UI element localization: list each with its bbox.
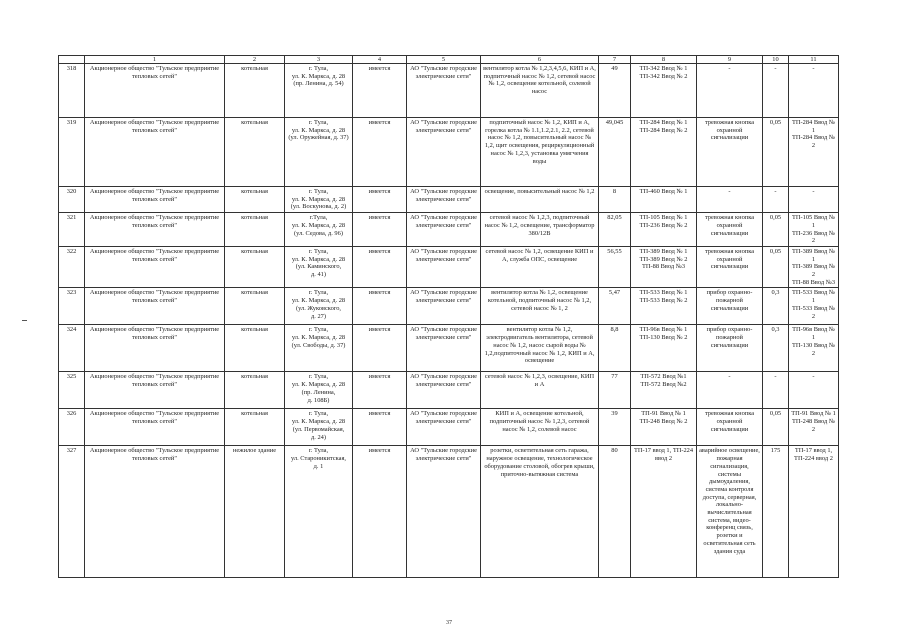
address-cell: г.Тула, ул. К. Маркса, д. 28 (ул. Седова, д. 96)	[285, 213, 353, 247]
alarm-cell: -	[697, 372, 763, 409]
organization-cell: Акционерное общество "Тульское предприятие тепловых сетей"	[85, 213, 225, 247]
substation-cell: ТП-91 Ввод № 1 ТП-248 Ввод № 2	[631, 409, 697, 446]
supplier-cell: АО "Тульские городские электрические сети"	[407, 118, 481, 187]
address-cell: г. Тула, ул. К. Маркса, д. 28 (ул. Свободы, д. 37)	[285, 325, 353, 372]
column-header: 8	[631, 56, 697, 64]
equipment-cell: вентилятор котла № 1,2, освещение котельной, подпиточный насос № 1,2, сетевой насос № 1, 2	[481, 288, 599, 325]
object-type-cell: котельная	[225, 325, 285, 372]
power-cell: 77	[599, 372, 631, 409]
power-cell: 80	[599, 446, 631, 578]
organization-cell: Акционерное общество "Тульское предприятие тепловых сетей"	[85, 64, 225, 118]
substation-cell: ТП-460 Ввод № 1	[631, 187, 697, 213]
column-10-cell: 0,3	[763, 288, 789, 325]
substation-cell: ТП-17 ввод 1, ТП-224 ввод 2	[631, 446, 697, 578]
column-10-cell: 175	[763, 446, 789, 578]
column-11-cell: -	[789, 187, 839, 213]
power-cell: 39	[599, 409, 631, 446]
object-type-cell: котельная	[225, 288, 285, 325]
supplier-cell: АО "Тульские городские электрические сети"	[407, 288, 481, 325]
supplier-cell: АО "Тульские городские электрические сети"	[407, 372, 481, 409]
table-row	[59, 118, 839, 187]
column-10-cell: 0,05	[763, 246, 789, 288]
alarm-cell: тревожная кнопка охранной сигнализации	[697, 409, 763, 446]
organization-cell: Акционерное общество "Тульское предприятие тепловых сетей"	[85, 409, 225, 446]
status-cell: имеется	[353, 446, 407, 578]
row-number: 320	[59, 187, 85, 213]
organization-cell: Акционерное общество "Тульское предприятие тепловых сетей"	[85, 446, 225, 578]
status-cell: имеется	[353, 288, 407, 325]
alarm-cell: тревожная кнопка охранной сигнализации	[697, 118, 763, 187]
row-number: 324	[59, 325, 85, 372]
organization-cell: Акционерное общество "Тульское предприятие тепловых сетей"	[85, 325, 225, 372]
column-header: 9	[697, 56, 763, 64]
organization-cell: Акционерное общество "Тульское предприятие тепловых сетей"	[85, 187, 225, 213]
column-header: 4	[353, 56, 407, 64]
address-cell: г. Тула, ул. К. Маркса, д. 28 (пр. Ленина, д. 108Б)	[285, 372, 353, 409]
table-row	[59, 325, 839, 372]
supplier-cell: АО "Тульские городские электрические сети"	[407, 409, 481, 446]
equipment-cell: розетки, осветительная сеть гаража, наружное освещение, технологическое оборудование столовой, обогрев крыши, приточно-вытяжная система	[481, 446, 599, 578]
equipment-cell: сетевой насос № 1,2, освещение КИП и А, служба ОПС, освещение	[481, 246, 599, 288]
organization-cell: Акционерное общество "Тульское предприятие тепловых сетей"	[85, 118, 225, 187]
row-number: 319	[59, 118, 85, 187]
column-header: 3	[285, 56, 353, 64]
column-header: 11	[789, 56, 839, 64]
address-cell: г. Тула, ул. Староникитская, д. 1	[285, 446, 353, 578]
table-row	[59, 213, 839, 247]
address-cell: г. Тула, ул. К. Маркса, д. 28 (пр. Ленина, д. 54)	[285, 64, 353, 118]
page-number: 37	[446, 620, 452, 626]
column-11-cell: ТП-389 Ввод № 1 ТП-389 Ввод № 2 ТП-88 Ввод №3	[789, 246, 839, 288]
alarm-cell: тревожная кнопка охранной сигнализации	[697, 246, 763, 288]
status-cell: имеется	[353, 187, 407, 213]
organization-cell: Акционерное общество "Тульское предприятие тепловых сетей"	[85, 288, 225, 325]
table-row	[59, 446, 839, 578]
column-10-cell: -	[763, 187, 789, 213]
alarm-cell: прибор охранно-пожарной сигнализации	[697, 288, 763, 325]
supplier-cell: АО "Тульские городские электрические сети"	[407, 325, 481, 372]
supplier-cell: АО "Тульские городские электрические сети"	[407, 187, 481, 213]
status-cell: имеется	[353, 213, 407, 247]
supplier-cell: АО "Тульские городские электрические сети"	[407, 213, 481, 247]
status-cell: имеется	[353, 64, 407, 118]
status-cell: имеется	[353, 372, 407, 409]
equipment-cell: вентилятор котла № 1,2,3,4,5,6, КИП и А, подпиточный насос № 1,2, сетевой насос № 1,2, освещение котельной, солевой насос	[481, 64, 599, 118]
status-cell: имеется	[353, 118, 407, 187]
status-cell: имеется	[353, 325, 407, 372]
address-cell: г. Тула, ул. К. Маркса, д. 28 (ул. Первомайская, д. 24)	[285, 409, 353, 446]
equipment-cell: сетевой насос № 1,2,3, освещение, КИП и А	[481, 372, 599, 409]
substation-cell: ТП-572 Ввод №1 ТП-572 Ввод №2	[631, 372, 697, 409]
margin-mark	[22, 320, 27, 321]
address-cell: г. Тула, ул. К. Маркса, д. 28 (ул. Жуковского, д. 27)	[285, 288, 353, 325]
row-number: 322	[59, 246, 85, 288]
object-type-cell: котельная	[225, 64, 285, 118]
equipment-cell: освещение, повысительный насос № 1,2	[481, 187, 599, 213]
object-type-cell: котельная	[225, 118, 285, 187]
substation-cell: ТП-105 Ввод № 1 ТП-236 Ввод № 2	[631, 213, 697, 247]
column-header: 1	[85, 56, 225, 64]
column-11-cell: ТП-284 Ввод № 1 ТП-284 Ввод № 2	[789, 118, 839, 187]
alarm-cell: тревожная кнопка охранной сигнализации	[697, 213, 763, 247]
row-number: 323	[59, 288, 85, 325]
column-header: 5	[407, 56, 481, 64]
equipment-cell: вентилятор котла № 1,2, электродвигатель вентилятора, сетевой насос № 1,2, насос сырой воды № 1,2,подпиточный насос № 1,2, КИП и А, освещение	[481, 325, 599, 372]
alarm-cell: -	[697, 64, 763, 118]
address-cell: г. Тула, ул. К. Маркса, д. 28 (ул. Воскунова, д. 2)	[285, 187, 353, 213]
column-11-cell: ТП-91 Ввод № 1 ТП-248 Ввод № 2	[789, 409, 839, 446]
row-number: 318	[59, 64, 85, 118]
column-11-cell: ТП-17 ввод 1, ТП-224 ввод 2	[789, 446, 839, 578]
table-row	[59, 246, 839, 288]
equipment-cell: КИП и А, освещение котельной, подпиточный насос № 1,2,3, сетевой насос № 1,2, солевой насос	[481, 409, 599, 446]
column-10-cell: -	[763, 64, 789, 118]
power-cell: 8	[599, 187, 631, 213]
column-10-cell: -	[763, 372, 789, 409]
power-cell: 49,045	[599, 118, 631, 187]
column-header: 7	[599, 56, 631, 64]
status-cell: имеется	[353, 246, 407, 288]
alarm-cell: прибор охранно-пожарной сигнализации	[697, 325, 763, 372]
supplier-cell: АО "Тульские городские электрические сети"	[407, 246, 481, 288]
column-10-cell: 0,05	[763, 213, 789, 247]
column-11-cell: ТП-96в Ввод № 1 ТП-130 Ввод № 2	[789, 325, 839, 372]
column-11-cell: ТП-533 Ввод № 1 ТП-533 Ввод № 2	[789, 288, 839, 325]
object-type-cell: котельная	[225, 372, 285, 409]
supplier-cell: АО "Тульские городские электрические сети"	[407, 446, 481, 578]
object-type-cell: котельная	[225, 213, 285, 247]
row-number: 325	[59, 372, 85, 409]
address-cell: г. Тула, ул. К. Маркса, д. 28 (ул. Оружейная, д. 37)	[285, 118, 353, 187]
substation-cell: ТП-96в Ввод № 1 ТП-130 Ввод № 2	[631, 325, 697, 372]
alarm-cell: -	[697, 187, 763, 213]
column-10-cell: 0,05	[763, 118, 789, 187]
row-number: 326	[59, 409, 85, 446]
power-cell: 49	[599, 64, 631, 118]
header-blank	[59, 56, 85, 64]
data-table	[58, 55, 839, 578]
header-row	[59, 56, 839, 64]
column-header: 10	[763, 56, 789, 64]
organization-cell: Акционерное общество "Тульское предприятие тепловых сетей"	[85, 246, 225, 288]
column-10-cell: 0,05	[763, 409, 789, 446]
equipment-cell: подпиточный насос № 1,2, КИП и А, горелка котла № 1.1,1.2,2.1, 2.2, сетевой насос № 1,2, повысительный насос № 1,2, щит освещения, рециркуляционный насос № 1,2,3, установка умягчения воды	[481, 118, 599, 187]
column-11-cell: ТП-105 Ввод № 1 ТП-236 Ввод № 2	[789, 213, 839, 247]
table-row	[59, 187, 839, 213]
column-10-cell: 0,3	[763, 325, 789, 372]
organization-cell: Акционерное общество "Тульское предприятие тепловых сетей"	[85, 372, 225, 409]
power-cell: 56,55	[599, 246, 631, 288]
substation-cell: ТП-284 Ввод № 1 ТП-284 Ввод № 2	[631, 118, 697, 187]
equipment-cell: сетевой насос № 1,2,3, подпиточный насос № 1,2, освещение, трансформатор 380/12В	[481, 213, 599, 247]
table-row	[59, 409, 839, 446]
object-type-cell: котельная	[225, 187, 285, 213]
status-cell: имеется	[353, 409, 407, 446]
supplier-cell: АО "Тульские городские электрические сети"	[407, 64, 481, 118]
table-row	[59, 288, 839, 325]
column-11-cell: -	[789, 372, 839, 409]
address-cell: г. Тула, ул. К. Маркса, д. 28 (ул. Каминского, д. 41)	[285, 246, 353, 288]
power-cell: 8,8	[599, 325, 631, 372]
column-11-cell: -	[789, 64, 839, 118]
substation-cell: ТП-533 Ввод № 1 ТП-533 Ввод № 2	[631, 288, 697, 325]
object-type-cell: котельная	[225, 246, 285, 288]
table-row	[59, 64, 839, 118]
power-cell: 5,47	[599, 288, 631, 325]
substation-cell: ТП-389 Ввод № 1 ТП-389 Ввод № 2 ТП-88 Ввод №3	[631, 246, 697, 288]
row-number: 327	[59, 446, 85, 578]
column-header: 6	[481, 56, 599, 64]
table-row	[59, 372, 839, 409]
power-cell: 82,05	[599, 213, 631, 247]
row-number: 321	[59, 213, 85, 247]
object-type-cell: котельная	[225, 409, 285, 446]
alarm-cell: аварийное освещение, пожарная сигнализация, системы дымоудаления, система контроля доступа, серверная, локально-вычислительная система, видео-конференц связь, розетки и осветительная сеть здания суда	[697, 446, 763, 578]
column-header: 2	[225, 56, 285, 64]
object-type-cell: нежилое здание	[225, 446, 285, 578]
substation-cell: ТП-342 Ввод № 1 ТП-342 Ввод № 2	[631, 64, 697, 118]
